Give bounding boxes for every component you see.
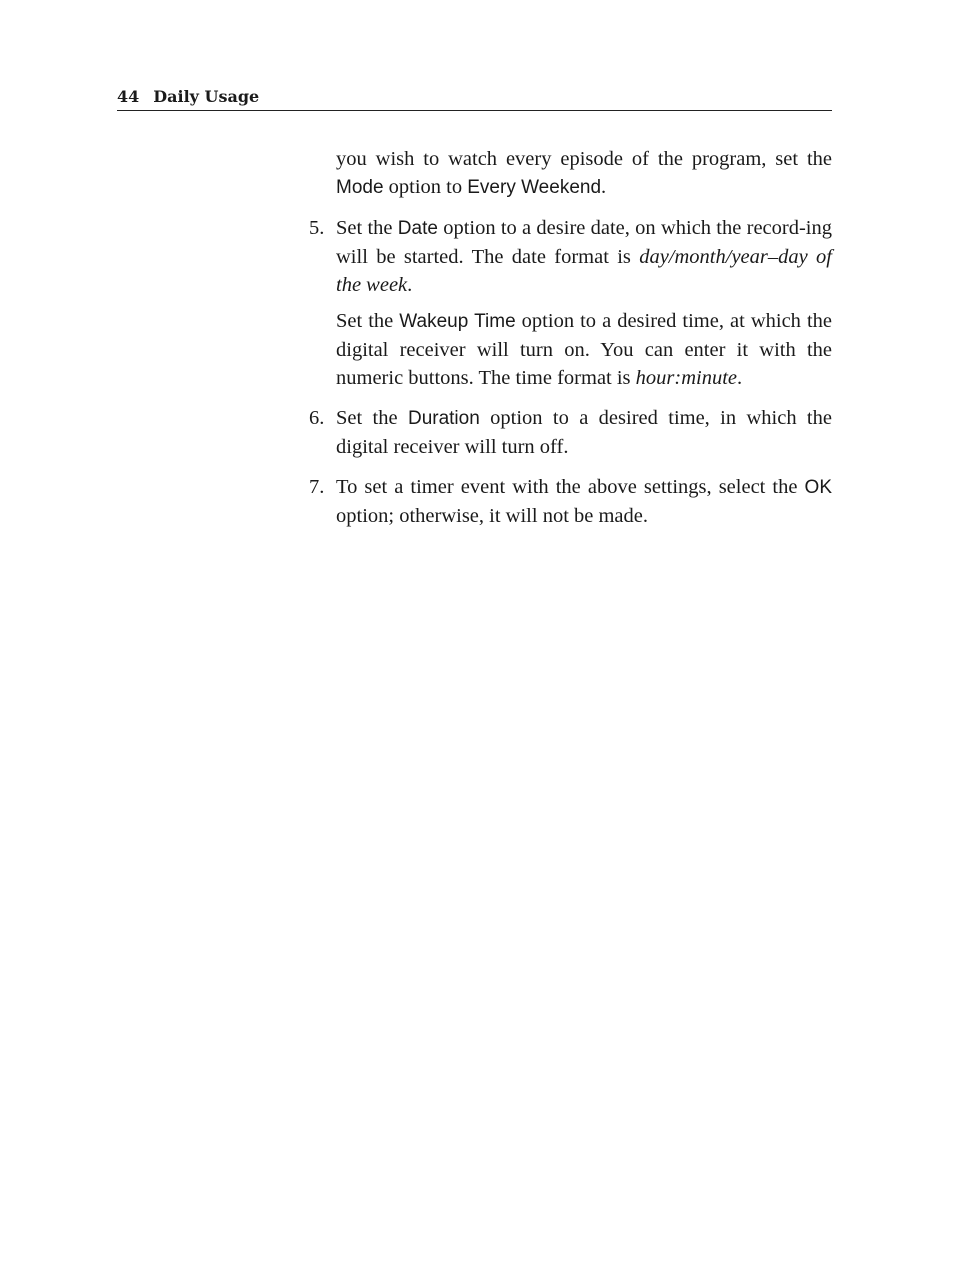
page-number: 44: [117, 87, 140, 106]
date-format: day/month/year–day of the week: [336, 246, 832, 296]
step-5-paragraph-2: [336, 307, 832, 392]
step-5-paragraph-1: [336, 214, 832, 299]
mode-option-label: Mode: [336, 177, 384, 198]
item-number: 7.: [309, 476, 325, 498]
step-text: To set a timer event with the above settings, select the: [336, 476, 805, 498]
list-item-5: [309, 214, 832, 392]
step-text: Set the: [336, 310, 400, 332]
section-title: Daily Usage: [153, 87, 260, 106]
list-item-6: [309, 404, 832, 461]
step-text: .: [737, 367, 743, 389]
intro-text: .: [601, 176, 607, 198]
list-item-7: [309, 473, 832, 530]
running-header: [117, 86, 832, 111]
step-text: option to a desired time, in which the digital receiver will turn off.: [336, 407, 832, 458]
duration-option-label: Duration: [407, 408, 480, 429]
intro-text: option to: [383, 176, 468, 198]
step-text: Set the: [336, 217, 398, 239]
page-body: [309, 145, 832, 530]
time-format: hour:minute: [635, 367, 738, 389]
step-6-paragraph: [336, 404, 832, 461]
every-weekend-option-label: Every Weekend: [467, 177, 602, 198]
step-7-paragraph: [336, 473, 832, 530]
item-number: 6.: [309, 407, 325, 429]
intro-text: you wish to watch every episode of the program, set the: [336, 148, 832, 170]
intro-paragraph: [309, 145, 832, 202]
item-number: 5.: [309, 217, 325, 239]
wakeup-time-option-label: Wakeup Time: [399, 311, 516, 332]
step-text: option to a desired time, at which the digital receiver will turn on. You can enter it with the numeric buttons. The time format is: [336, 310, 832, 389]
step-text: option; otherwise, it will not be made.: [336, 505, 649, 527]
date-option-label: Date: [397, 218, 438, 239]
step-text: option to a desire date, on which the record-ing will be started. The date format is: [336, 217, 832, 268]
ok-option-label: OK: [804, 477, 832, 498]
step-text: Set the: [336, 407, 408, 429]
step-text: .: [407, 274, 413, 296]
